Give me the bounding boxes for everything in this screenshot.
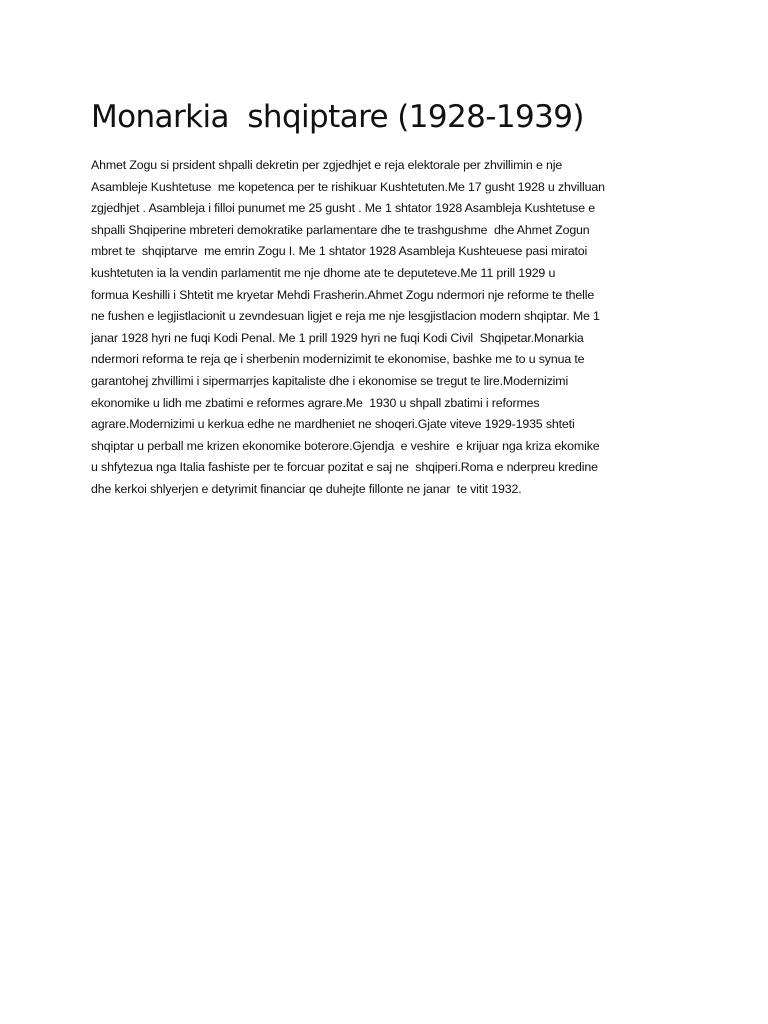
paragraph-line: shpalli Shqiperine mbreteri demokratike parlamentare dhe te trashgushme dhe Ahmet Zogun [91, 222, 590, 237]
paragraph-line: Ahmet Zogu si prsident shpalli dekretin per zgjedhjet e reja elektorale per zhvillimin e nje [91, 158, 563, 172]
paragraph-line: formua Keshilli i Shtetit me kryetar Mehdi Frasherin.Ahmet Zogu ndermori nje reforme te thelle [91, 287, 595, 302]
paragraph-line: kushtetuten ia la vendin parlamentit me nje dhome ate te deputeteve.Me 11 prill 1929 u [91, 265, 556, 280]
paragraph-line: garantohej zhvillimi i sipermarrjes kapitaliste dhe i ekonomise se tregut te lire.Modernizimi [91, 373, 569, 388]
paragraph-line: zgjedhjet . Asambleja i filloi punumet me 25 gusht . Me 1 shtator 1928 Asambleja Kushtetuse e [91, 201, 596, 216]
paragraph-line: shqiptar u perball me krizen ekonomike boterore.Gjendja e veshire e krijuar nga kriza ekomike [91, 438, 600, 453]
paragraph-line: u shfytezua nga Italia fashiste per te forcuar pozitat e saj ne shqiperi.Roma e nderpreu kredine [91, 460, 598, 475]
document-title: Monarkia shqiptare (1928-1939) [91, 99, 584, 135]
document-paragraph [91, 155, 691, 501]
paragraph-line: Asambleje Kushtetuse me kopetenca per te rishikuar Kushtetuten.Me 17 gusht 1928 u zhvilluan [91, 179, 605, 194]
paragraph-line: agrare.Modernizimi u kerkua edhe ne mardheniet ne shoqeri.Gjate viteve 1929-1935 shteti [91, 417, 575, 432]
paragraph-line: dhe kerkoi shlyerjen e detyrimit financiar qe duhejte fillonte ne janar te vitit 1932. [91, 481, 522, 496]
paragraph-line: ndermori reforma te reja qe i sherbenin modernizimit te ekonomise, bashke me to u synua te [91, 352, 585, 367]
paragraph-line: ekonomike u lidh me zbatimi e reformes agrare.Me 1930 u shpall zbatimi i reformes [91, 395, 540, 410]
paragraph-line: ne fushen e legjistlacionit u zevndesuan ligjet e reja me nje lesgjistlacion modern shqiptar. Me 1 [91, 309, 600, 324]
paragraph-line: mbret te shqiptarve me emrin Zogu I. Me 1 shtator 1928 Asambleja Kushteuese pasi miratoi [91, 244, 588, 259]
paragraph-line: janar 1928 hyri ne fuqi Kodi Penal. Me 1 prill 1929 hyri ne fuqi Kodi Civil Shqipetar.Monarkia [91, 330, 584, 345]
